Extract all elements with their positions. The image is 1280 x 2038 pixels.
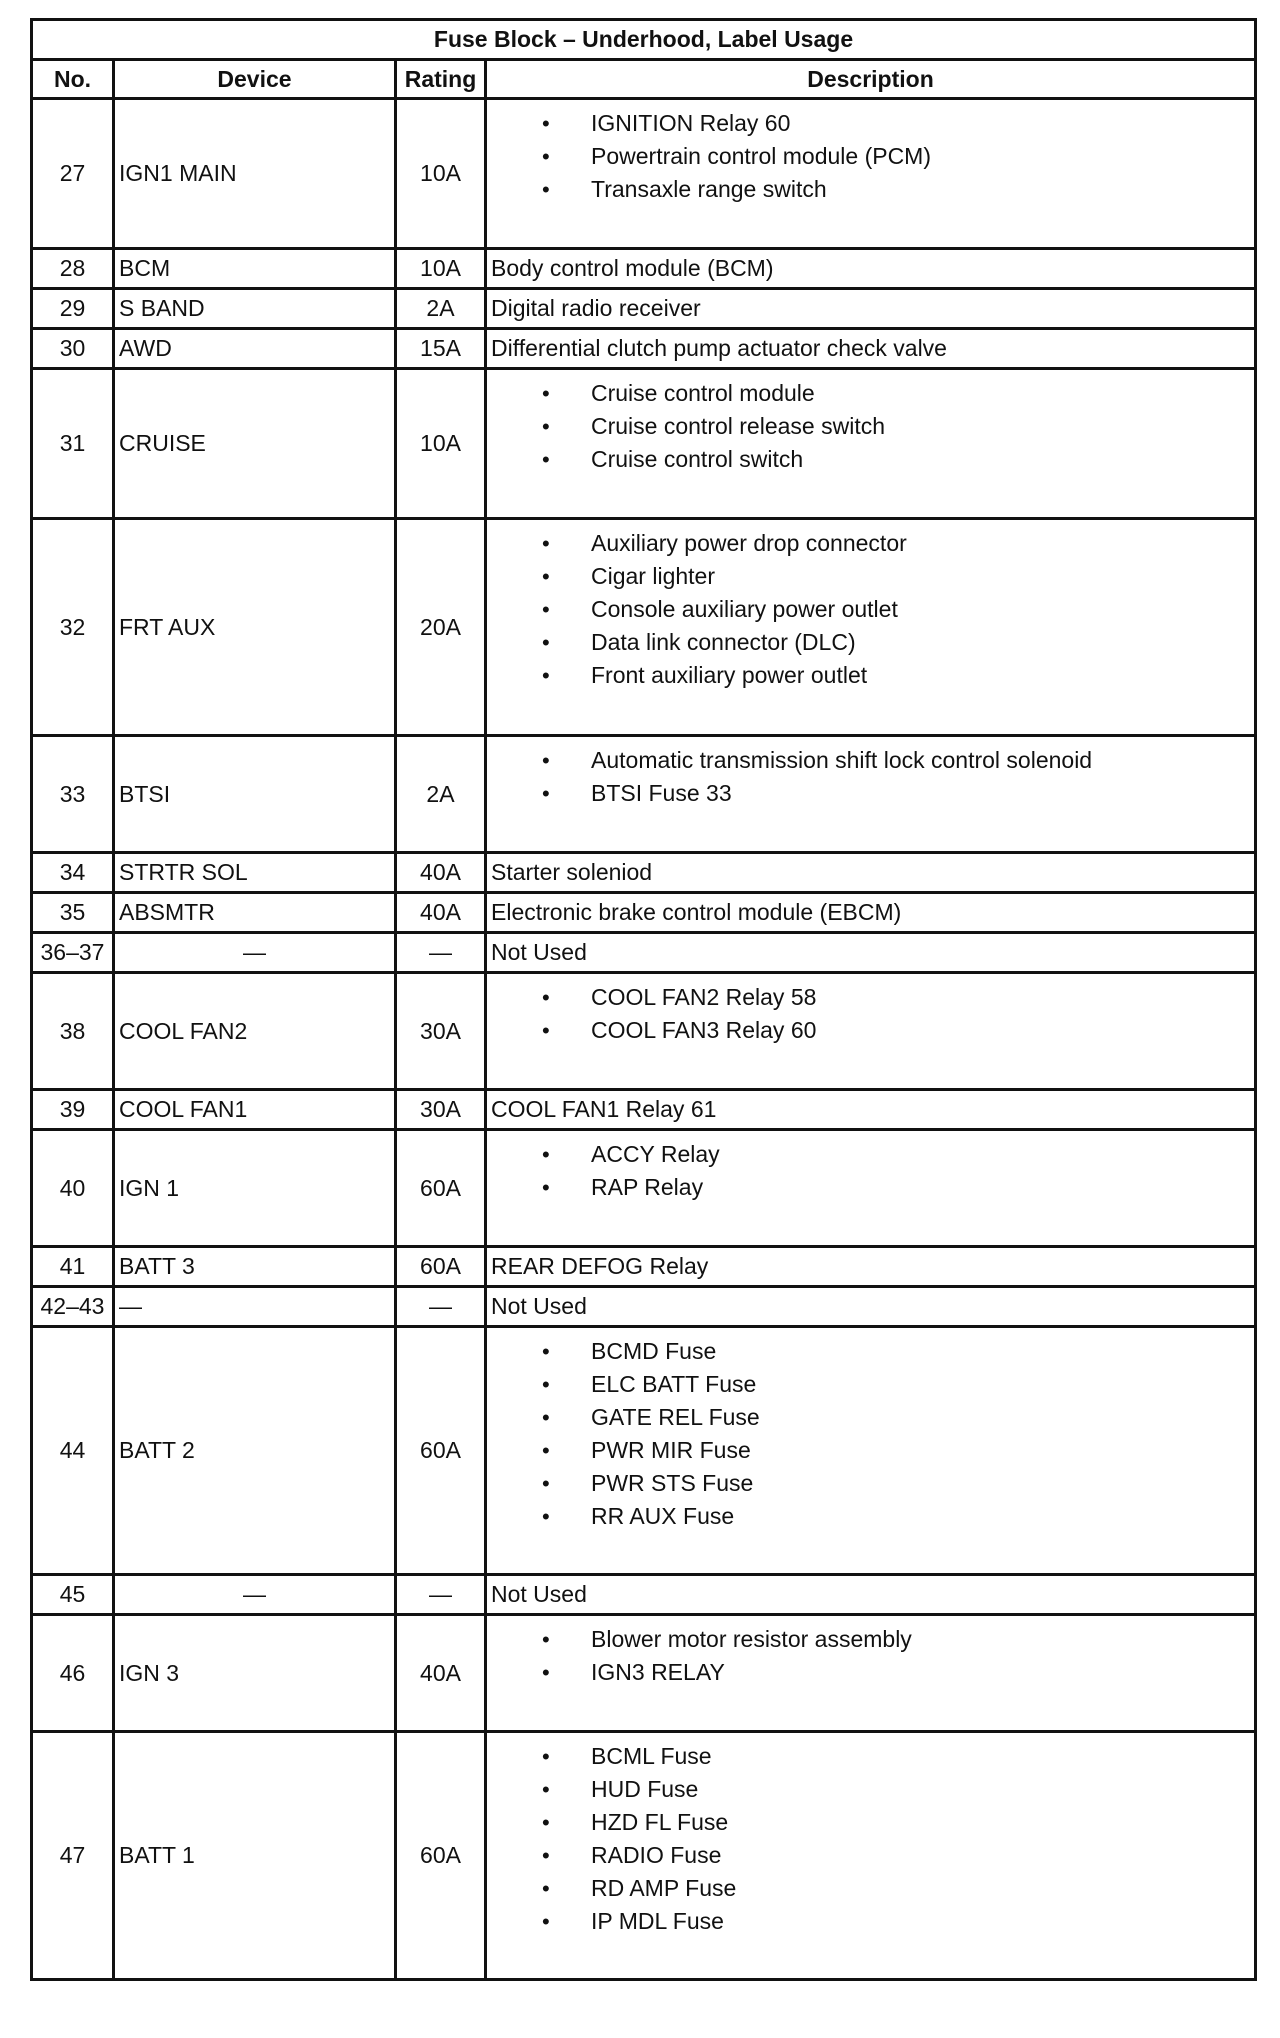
description-item: • Front auxiliary power outlet [487, 659, 1254, 692]
description-item: • IGNITION Relay 60 [487, 107, 1254, 140]
fuse-description-list [486, 1130, 1256, 1247]
fuse-device: STRTR SOL [114, 853, 396, 893]
fuse-description: Digital radio receiver [486, 289, 1256, 329]
fuse-description: Not Used [486, 1575, 1256, 1615]
description-item: • HZD FL Fuse [487, 1806, 1254, 1839]
fuse-device: — [114, 1287, 396, 1327]
fuse-number: 29 [32, 289, 114, 329]
fuse-rating: — [396, 1575, 486, 1615]
fuse-description-list [486, 1327, 1256, 1575]
description-item: • RD AMP Fuse [487, 1872, 1254, 1905]
table-row [32, 1090, 1256, 1130]
description-item: • Data link connector (DLC) [487, 626, 1254, 659]
fuse-description-list [486, 369, 1256, 519]
fuse-rating: 40A [396, 853, 486, 893]
fuse-number: 35 [32, 893, 114, 933]
fuse-device: BCM [114, 249, 396, 289]
table-row [32, 519, 1256, 736]
fuse-rating: 40A [396, 1615, 486, 1732]
fuse-description: Body control module (BCM) [486, 249, 1256, 289]
fuse-number: 27 [32, 99, 114, 249]
description-item: • PWR MIR Fuse [487, 1434, 1254, 1467]
fuse-description-list [486, 1615, 1256, 1732]
description-item: • BCMD Fuse [487, 1335, 1254, 1368]
description-item: • Powertrain control module (PCM) [487, 140, 1254, 173]
description-item: • Blower motor resistor assembly [487, 1623, 1254, 1656]
fuse-number: 41 [32, 1247, 114, 1287]
fuse-number: 39 [32, 1090, 114, 1130]
table-row [32, 893, 1256, 933]
description-item: • PWR STS Fuse [487, 1467, 1254, 1500]
header-row [32, 60, 1256, 99]
fuse-rating: 60A [396, 1247, 486, 1287]
fuse-device: IGN 1 [114, 1130, 396, 1247]
description-item: • Automatic transmission shift lock control solenoid [487, 744, 1254, 777]
fuse-number: 33 [32, 736, 114, 853]
fuse-rating: 60A [396, 1732, 486, 1980]
description-item: • Console auxiliary power outlet [487, 593, 1254, 626]
fuse-rating: 60A [396, 1327, 486, 1575]
table-row [32, 736, 1256, 853]
fuse-device: BATT 3 [114, 1247, 396, 1287]
description-bullets [487, 744, 1254, 810]
table-row [32, 1130, 1256, 1247]
fuse-number: 42–43 [32, 1287, 114, 1327]
fuse-description-list [486, 1732, 1256, 1980]
fuse-rating: 10A [396, 369, 486, 519]
table-row [32, 249, 1256, 289]
fuse-device: BATT 1 [114, 1732, 396, 1980]
fuse-number: 31 [32, 369, 114, 519]
description-bullets [487, 1740, 1254, 1938]
fuse-rating: 15A [396, 329, 486, 369]
fuse-number: 30 [32, 329, 114, 369]
description-bullets [487, 527, 1254, 692]
fuse-rating: 30A [396, 1090, 486, 1130]
description-item: • GATE REL Fuse [487, 1401, 1254, 1434]
header-device: Device [114, 60, 396, 99]
fuse-device: FRT AUX [114, 519, 396, 736]
fuse-number: 45 [32, 1575, 114, 1615]
table-row [32, 1732, 1256, 1980]
table-row [32, 853, 1256, 893]
fuse-description: Differential clutch pump actuator check valve [486, 329, 1256, 369]
fuse-description-list [486, 973, 1256, 1090]
fuse-rating: 2A [396, 289, 486, 329]
description-item: • RADIO Fuse [487, 1839, 1254, 1872]
fuse-rating: 30A [396, 973, 486, 1090]
fuse-number: 40 [32, 1130, 114, 1247]
table-row [32, 289, 1256, 329]
fuse-number: 47 [32, 1732, 114, 1980]
fuse-rating: — [396, 1287, 486, 1327]
table-row [32, 973, 1256, 1090]
fuse-rating: — [396, 933, 486, 973]
description-item: • RAP Relay [487, 1171, 1254, 1204]
fuse-description: Not Used [486, 933, 1256, 973]
fuse-description: Not Used [486, 1287, 1256, 1327]
fuse-table [30, 18, 1257, 1981]
fuse-device: IGN 3 [114, 1615, 396, 1732]
fuse-device: CRUISE [114, 369, 396, 519]
fuse-number: 38 [32, 973, 114, 1090]
header-rating: Rating [396, 60, 486, 99]
table-row [32, 1287, 1256, 1327]
table-row [32, 933, 1256, 973]
fuse-description-list [486, 99, 1256, 249]
description-bullets [487, 1335, 1254, 1533]
fuse-device: S BAND [114, 289, 396, 329]
header-description: Description [486, 60, 1256, 99]
description-item: • Cruise control switch [487, 443, 1254, 476]
description-item: • BCML Fuse [487, 1740, 1254, 1773]
description-item: • COOL FAN3 Relay 60 [487, 1014, 1254, 1047]
table-row [32, 369, 1256, 519]
fuse-device: BATT 2 [114, 1327, 396, 1575]
table-row [32, 1575, 1256, 1615]
fuse-description-list [486, 736, 1256, 853]
description-item: • Cruise control module [487, 377, 1254, 410]
description-bullets [487, 107, 1254, 206]
fuse-number: 34 [32, 853, 114, 893]
fuse-number: 44 [32, 1327, 114, 1575]
description-bullets [487, 1138, 1254, 1204]
description-item: • COOL FAN2 Relay 58 [487, 981, 1254, 1014]
description-item: • Cigar lighter [487, 560, 1254, 593]
description-item: • ELC BATT Fuse [487, 1368, 1254, 1401]
description-item: • ACCY Relay [487, 1138, 1254, 1171]
fuse-description: REAR DEFOG Relay [486, 1247, 1256, 1287]
description-item: • Transaxle range switch [487, 173, 1254, 206]
fuse-rating: 60A [396, 1130, 486, 1247]
table-row [32, 1327, 1256, 1575]
table-row [32, 1247, 1256, 1287]
description-item: • HUD Fuse [487, 1773, 1254, 1806]
fuse-rating: 20A [396, 519, 486, 736]
fuse-rating: 40A [396, 893, 486, 933]
fuse-device: BTSI [114, 736, 396, 853]
fuse-number: 36–37 [32, 933, 114, 973]
fuse-device: ABSMTR [114, 893, 396, 933]
fuse-number: 32 [32, 519, 114, 736]
fuse-description: Electronic brake control module (EBCM) [486, 893, 1256, 933]
fuse-device: COOL FAN2 [114, 973, 396, 1090]
fuse-device: AWD [114, 329, 396, 369]
header-no: No. [32, 60, 114, 99]
description-bullets [487, 377, 1254, 476]
fuse-device: COOL FAN1 [114, 1090, 396, 1130]
fuse-device: — [114, 933, 396, 973]
description-bullets [487, 981, 1254, 1047]
fuse-rating: 10A [396, 99, 486, 249]
fuse-number: 46 [32, 1615, 114, 1732]
description-item: • RR AUX Fuse [487, 1500, 1254, 1533]
fuse-number: 28 [32, 249, 114, 289]
fuse-rating: 10A [396, 249, 486, 289]
fuse-device: IGN1 MAIN [114, 99, 396, 249]
description-item: • Auxiliary power drop connector [487, 527, 1254, 560]
fuse-description: Starter soleniod [486, 853, 1256, 893]
table-row [32, 99, 1256, 249]
table-body [32, 99, 1256, 1980]
table-row [32, 329, 1256, 369]
description-item: • IGN3 RELAY [487, 1656, 1254, 1689]
fuse-device: — [114, 1575, 396, 1615]
description-item: • Cruise control release switch [487, 410, 1254, 443]
table-row [32, 1615, 1256, 1732]
table-title: Fuse Block – Underhood, Label Usage [32, 20, 1256, 60]
fuse-description-list [486, 519, 1256, 736]
fuse-rating: 2A [396, 736, 486, 853]
description-item: • IP MDL Fuse [487, 1905, 1254, 1938]
description-bullets [487, 1623, 1254, 1689]
description-item: • BTSI Fuse 33 [487, 777, 1254, 810]
fuse-description: COOL FAN1 Relay 61 [486, 1090, 1256, 1130]
title-row [32, 20, 1256, 60]
